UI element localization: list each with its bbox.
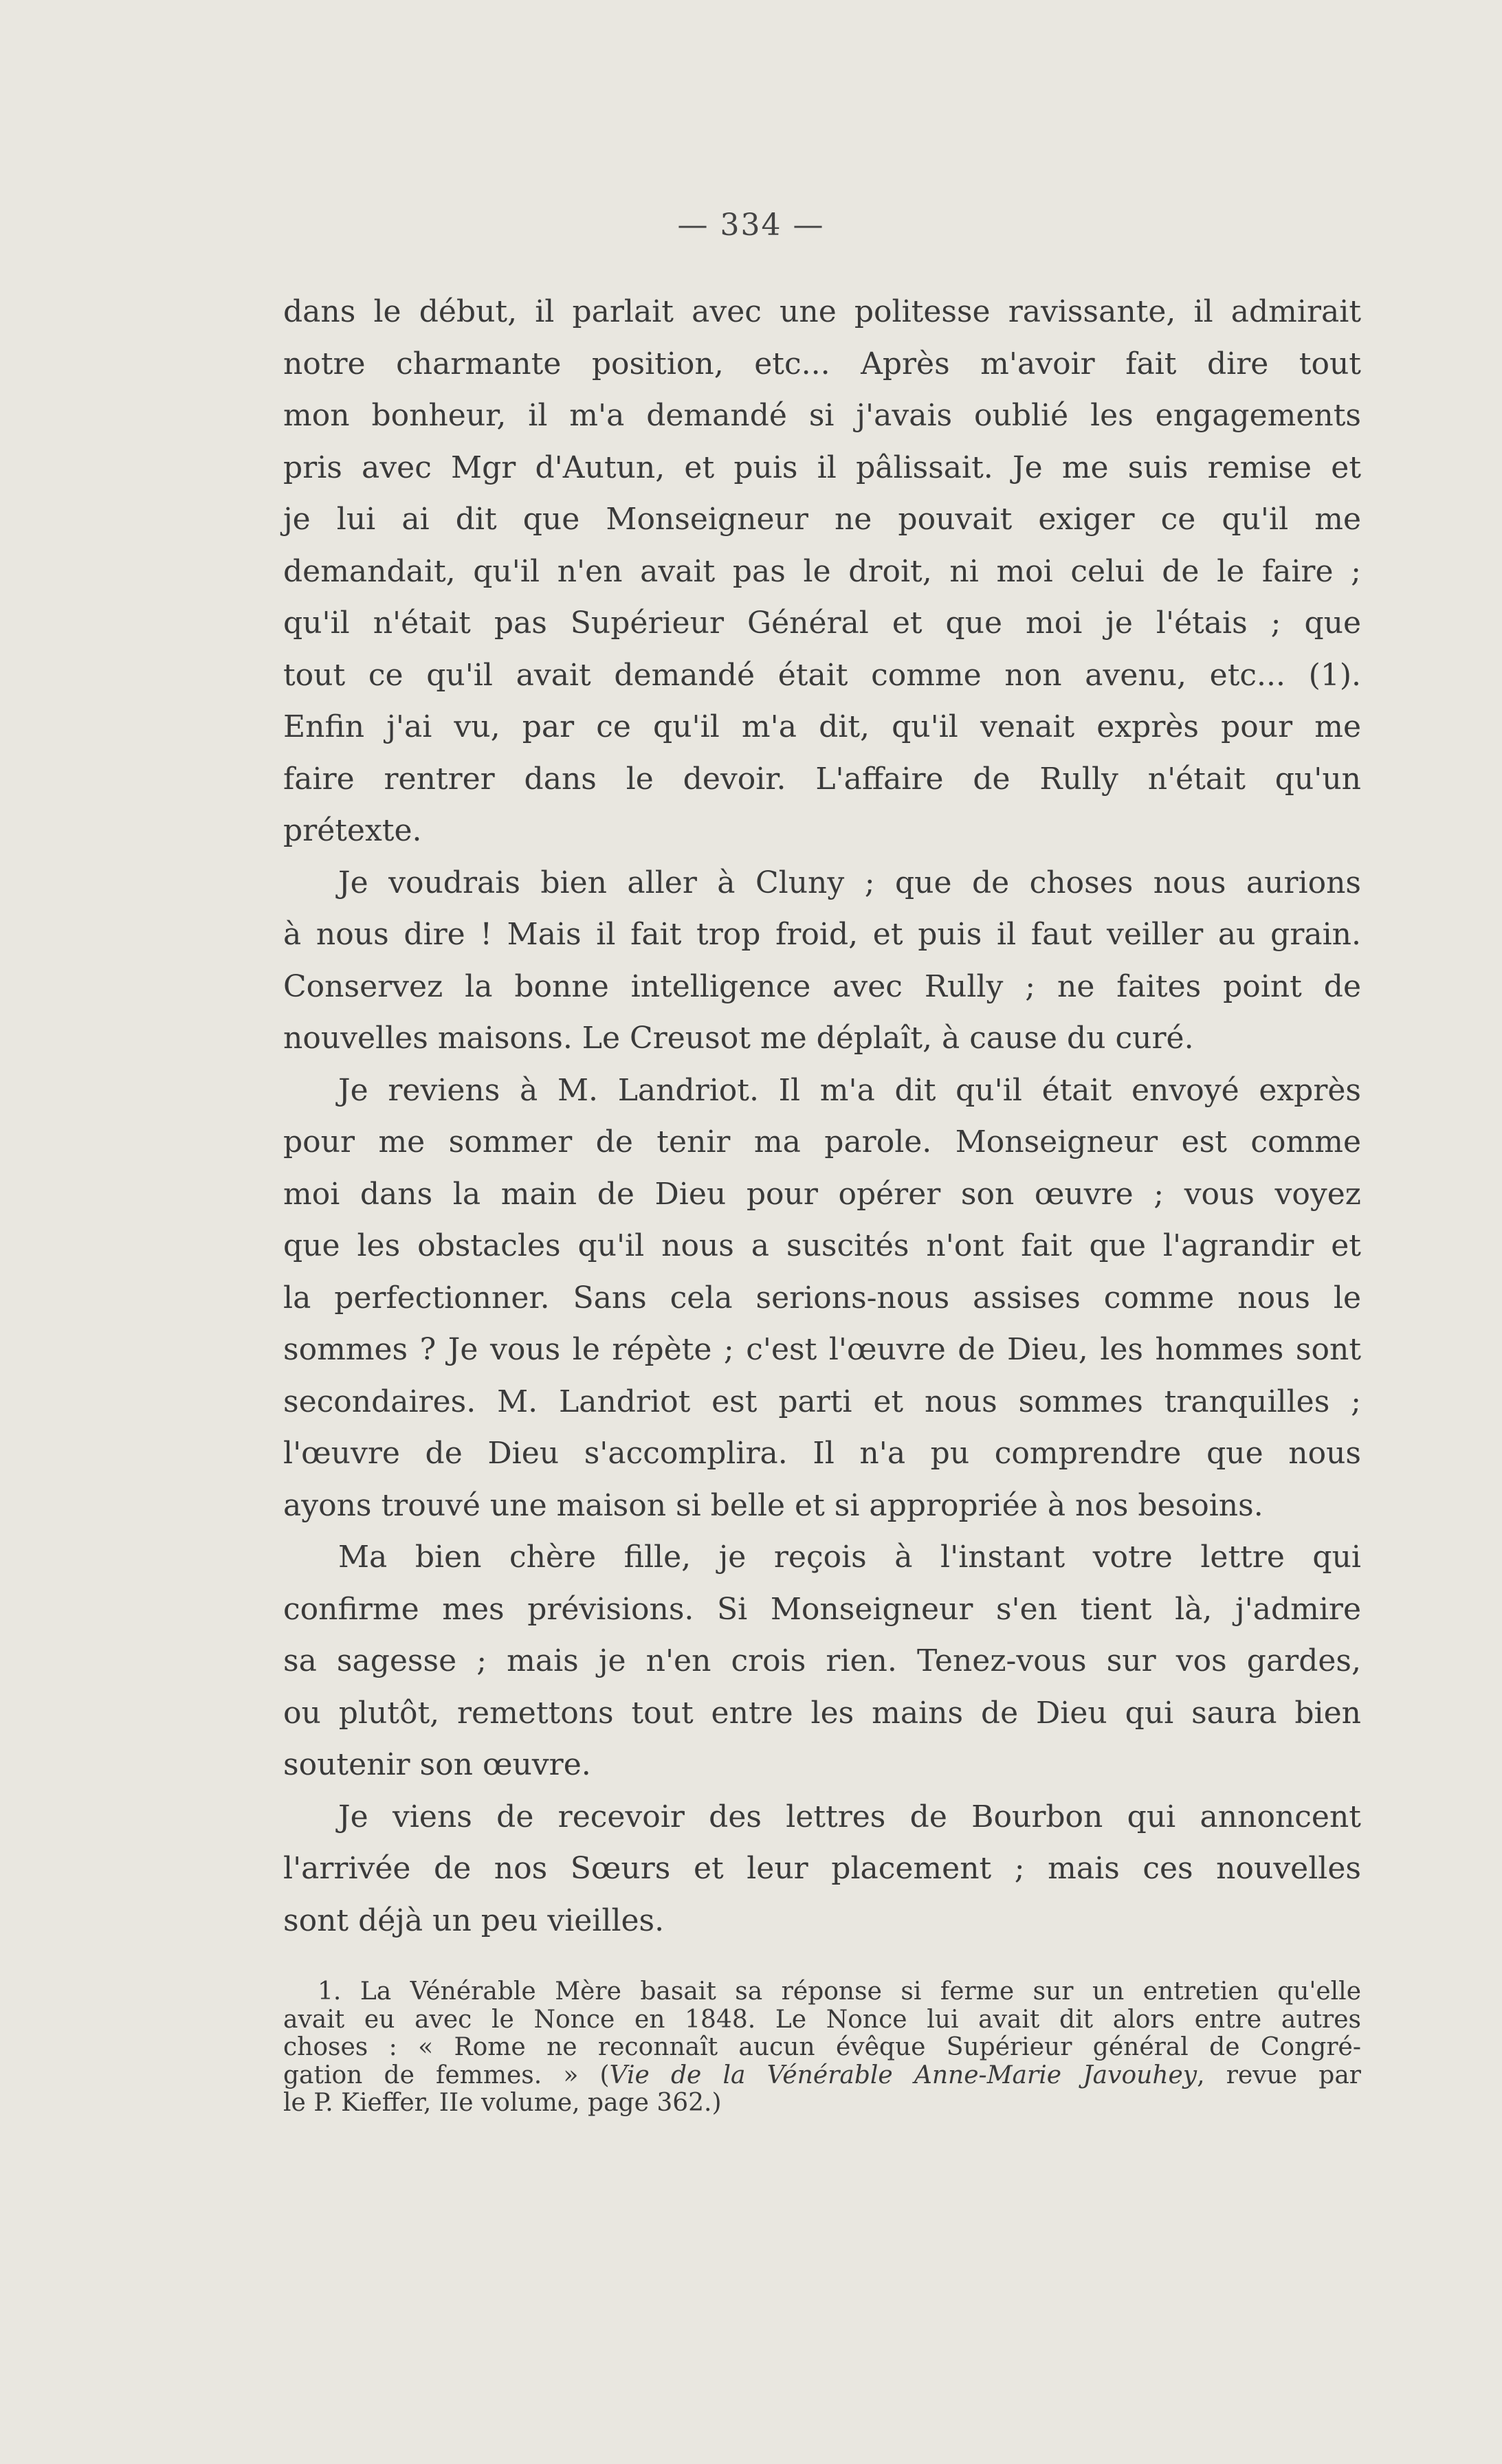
- footnote: [283, 1978, 1361, 2118]
- body-line: confirme mes prévisions. Si Monseigneur s'en tient là, j'admire: [283, 1591, 1361, 1627]
- footnote-text: , revue par: [1197, 2061, 1361, 2089]
- body-line: pris avec Mgr d'Autun, et puis il pâlissait. Je me suis remise et: [283, 449, 1361, 485]
- footnote-line: [283, 1978, 1361, 2006]
- body-line: mon bonheur, il m'a demandé si j'avais oublié les engagements: [283, 398, 1361, 433]
- body-line: sommes ? Je vous le répète ; c'est l'œuvre de Dieu, les hommes sont: [283, 1332, 1361, 1367]
- body-line: je lui ai dit que Monseigneur ne pouvait exiger ce qu'il me: [283, 502, 1361, 537]
- body-line: moi dans la main de Dieu pour opérer son œuvre ; vous voyez: [283, 1176, 1361, 1212]
- footnote-line: [283, 2006, 1361, 2034]
- body-line: Je viens de recevoir des lettres de Bourbon qui annoncent: [338, 1799, 1361, 1834]
- body-line: pour me sommer de tenir ma parole. Monseigneur est comme: [283, 1124, 1361, 1159]
- page-number: — 334 —: [677, 208, 825, 243]
- footnote-text: choses : « Rome ne reconnaît aucun évêque Supérieur général de Congré-: [283, 2033, 1361, 2061]
- body-line: qu'il n'était pas Supérieur Général et que moi je l'étais ; que: [283, 606, 1361, 641]
- body-line: Conservez la bonne intelligence avec Rully ; ne faites point de: [283, 968, 1361, 1004]
- body-text: [283, 286, 1361, 1946]
- body-line: demandait, qu'il n'en avait pas le droit, ni moi celui de le faire ;: [283, 553, 1361, 589]
- footnote-title: Vie de la Vénérable Anne-Marie Javouhey: [609, 2061, 1197, 2089]
- footnote-text: le P. Kieffer, IIe volume, page 362.): [283, 2089, 722, 2117]
- body-line: la perfectionner. Sans cela serions-nous assises comme nous le: [283, 1280, 1361, 1316]
- body-line: ou plutôt, remettons tout entre les mains de Dieu qui saura bien: [283, 1695, 1361, 1731]
- body-line: faire rentrer dans le devoir. L'affaire de Rully n'était qu'un: [283, 761, 1361, 797]
- footnote-text: gation de femmes. » (: [283, 2061, 610, 2089]
- body-line: Je reviens à M. Landriot. Il m'a dit qu'il était envoyé exprès: [338, 1072, 1361, 1108]
- body-line: l'œuvre de Dieu s'accomplira. Il n'a pu comprendre que nous: [283, 1436, 1361, 1471]
- footnote-line: [283, 2089, 1361, 2118]
- body-line: à nous dire ! Mais il fait trop froid, et puis il faut veiller au grain.: [283, 917, 1361, 952]
- body-line: Enfin j'ai vu, par ce qu'il m'a dit, qu'il venait exprès pour me: [283, 709, 1361, 744]
- body-line: secondaires. M. Landriot est parti et nous sommes tranquilles ;: [283, 1384, 1361, 1419]
- body-line: ayons trouvé une maison si belle et si appropriée à nos besoins.: [283, 1487, 1263, 1523]
- body-line: notre charmante position, etc... Après m'avoir fait dire tout: [283, 346, 1361, 381]
- body-line: sont déjà un peu vieilles.: [283, 1902, 665, 1938]
- body-line: Je voudrais bien aller à Cluny ; que de choses nous aurions: [338, 865, 1361, 900]
- body-line: dans le début, il parlait avec une politesse ravissante, il admirait: [283, 294, 1361, 329]
- footnote-text: 1. La Vénérable Mère basait sa réponse si ferme sur un entretien qu'elle: [318, 1977, 1361, 2006]
- body-line: Ma bien chère fille, je reçois à l'instant votre lettre qui: [338, 1540, 1361, 1575]
- body-line: soutenir son œuvre.: [283, 1747, 591, 1782]
- body-line: que les obstacles qu'il nous a suscités n'ont fait que l'agrandir et: [283, 1228, 1361, 1263]
- body-line: nouvelles maisons. Le Creusot me déplaît, à cause du curé.: [283, 1021, 1194, 1056]
- body-line: l'arrivée de nos Sœurs et leur placement ; mais ces nouvelles: [283, 1851, 1361, 1886]
- footnote-line: [283, 2062, 1361, 2090]
- body-line: prétexte.: [283, 813, 422, 848]
- body-line: tout ce qu'il avait demandé était comme non avenu, etc... (1).: [283, 657, 1361, 693]
- footnote-text: avait eu avec le Nonce en 1848. Le Nonce lui avait dit alors entre autres: [283, 2005, 1361, 2034]
- body-line: sa sagesse ; mais je n'en crois rien. Tenez-vous sur vos gardes,: [283, 1643, 1361, 1678]
- footnote-line: [283, 2034, 1361, 2062]
